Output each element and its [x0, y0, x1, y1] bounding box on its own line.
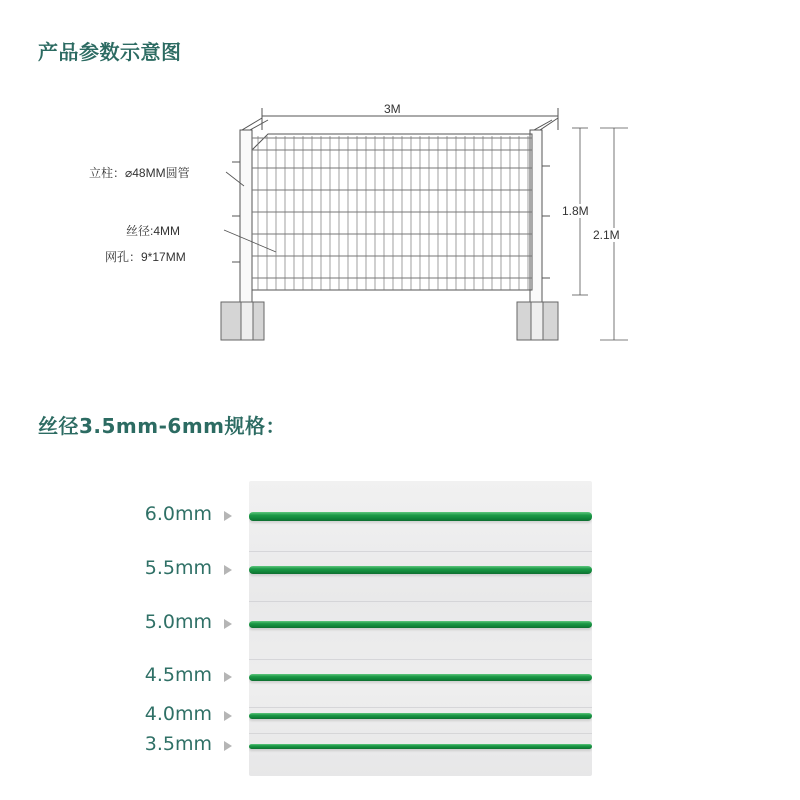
fence-diagram [0, 90, 800, 380]
wire-size-label: 6.0mm [144, 503, 212, 525]
post-spec-label: 立柱：⌀48MM圆管 [89, 166, 190, 180]
spec-section-title: 丝径3.5mm-6mm规格： [38, 414, 287, 438]
wire-size-label: 3.5mm [144, 733, 212, 755]
pointer-arrow-icon [224, 565, 232, 575]
paper-crease [249, 733, 592, 734]
wire-sample [249, 512, 592, 521]
wire-sample [249, 566, 592, 574]
wire-size-label: 5.0mm [144, 611, 212, 633]
pointer-arrow-icon [224, 511, 232, 521]
paper-crease [249, 707, 592, 708]
paper-crease [249, 601, 592, 602]
wire-size-label: 5.5mm [144, 557, 212, 579]
diagram-section-title: 产品参数示意图 [38, 40, 182, 64]
pointer-arrow-icon [224, 619, 232, 629]
paper-crease [249, 659, 592, 660]
fence-drawing [0, 90, 800, 380]
wire-size-label: 4.0mm [144, 703, 212, 725]
wire-spec-label: 丝径:4MM [126, 224, 181, 238]
paper-crease [249, 551, 592, 552]
wire-sample [249, 674, 592, 681]
wire-sample [249, 621, 592, 628]
left-post [240, 130, 252, 308]
mesh-spec-label: 网孔：9*17MM [105, 250, 186, 264]
inner-height-label: 1.8M [562, 204, 589, 218]
pointer-arrow-icon [224, 711, 232, 721]
width-label: 3M [384, 102, 401, 116]
wire-sample [249, 713, 592, 719]
wire-sample [249, 744, 592, 749]
wire-samples-photo [249, 481, 592, 776]
pointer-arrow-icon [224, 741, 232, 751]
total-height-label: 2.1M [593, 228, 620, 242]
wire-size-label: 4.5mm [144, 664, 212, 686]
pointer-arrow-icon [224, 672, 232, 682]
